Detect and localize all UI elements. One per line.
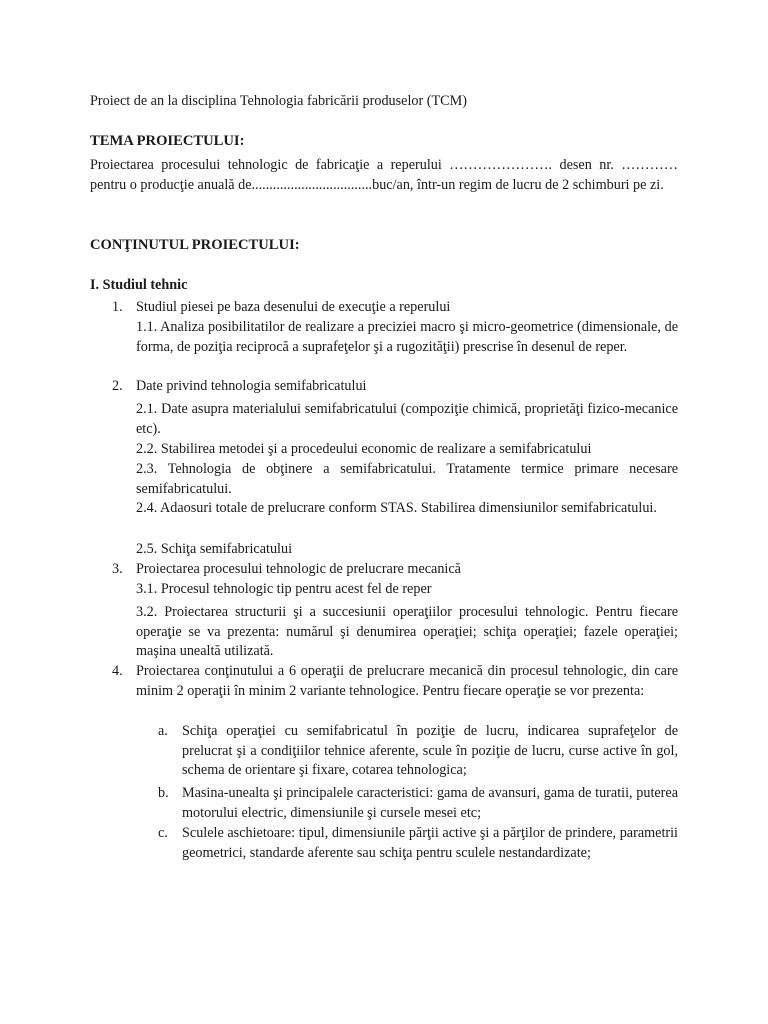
sub-item: 2.4. Adaosuri totale de prelucrare conform STAS. Stabilirea dimensiunilor semifabricatului.: [136, 500, 657, 516]
sub-item: 2.3. Tehnologia de obţinere a semifabricatului. Tratamente termice primare necesare semifabricatului.: [136, 461, 678, 497]
lettered-item-marker: c.: [158, 825, 168, 841]
list-item-number: 4.: [112, 663, 123, 679]
sub-item: 3.1. Procesul tehnologic tip pentru acest fel de reper: [136, 581, 432, 597]
sub-item: 2.5. Schiţa semifabricatului: [136, 541, 293, 557]
list-item-text: Date privind tehnologia semifabricatului: [136, 378, 367, 394]
sub-item: 3.2. Proiectarea structurii şi a succesiunii operaţiilor procesului tehnologic. Pentru fiecare operaţie se va prezenta: numărul şi denumirea operaţiei; schiţa operaţiei; fazele operaţiei; maşina unealtă utilizată.: [136, 604, 678, 660]
sub-item: 1.1. Analiza posibilitatilor de realizare a preciziei macro şi micro-geometrice (dimensionale, de forma, de poziţia reciprocă a suprafeţelor şi a rugozităţii) prescrise în desenul de reper.: [136, 319, 678, 355]
list-item-number: 3.: [112, 561, 123, 577]
list-item-text: Proiectarea procesului tehnologic de prelucrare mecanică: [136, 561, 461, 577]
lettered-item-text: Sculele aschietoare: tipul, dimensiunile părţii active şi a părţilor de prindere, parametrii geometrici, standarde aferente sau schiţa pentru sculele nestandardizate;: [182, 825, 678, 861]
section-title-studiul-tehnic: I. Studiul tehnic: [90, 277, 188, 293]
sub-item: 2.1. Date asupra materialului semifabricatului (compoziţie chimică, proprietăţi fizico-mecanice etc).: [136, 401, 678, 437]
continut-title: CONŢINUTUL PROIECTULUI:: [90, 237, 300, 253]
list-item-text: Proiectarea conţinutului a 6 operaţii de prelucrare mecanică din procesul tehnologic, din care minim 2 operaţii în minim 2 variante tehnologice. Pentru fiecare operaţie se vor prezenta:: [136, 663, 678, 699]
sub-item: 2.2. Stabilirea metodei şi a procedeului economic de realizare a semifabricatului: [136, 441, 592, 457]
lettered-item-marker: a.: [158, 723, 168, 739]
lettered-item-text: Schiţa operaţiei cu semifabricatul în poziţie de lucru, indicarea suprafeţelor de prelucrat şi a condiţiilor tehnice aferente, scule în poziţie de lucru, curse active în gol, schema de orientare şi fixare, cotarea tehnologica;: [182, 723, 678, 779]
list-item-number: 1.: [112, 299, 123, 315]
tema-text: Proiectarea procesului tehnologic de fabricaţie a reperului …………………. desen nr. ………… pentru o producţie anuală de..................................buc/an, într-un regim de lucru de 2 schimburi pe zi.: [90, 157, 678, 193]
tema-title: TEMA PROIECTULUI:: [90, 133, 245, 149]
lettered-item-marker: b.: [158, 785, 169, 801]
list-item-number: 2.: [112, 378, 123, 394]
list-item-text: Studiul piesei pe baza desenului de execuţie a reperului: [136, 299, 451, 315]
lettered-item-text: Masina-unealta şi principalele caracteristici: gama de avansuri, gama de turatii, puterea motorului electric, dimensiunile şi cursele mesei etc;: [182, 785, 678, 821]
project-header-line: Proiect de an la disciplina Tehnologia fabricării produselor (TCM): [90, 93, 467, 109]
